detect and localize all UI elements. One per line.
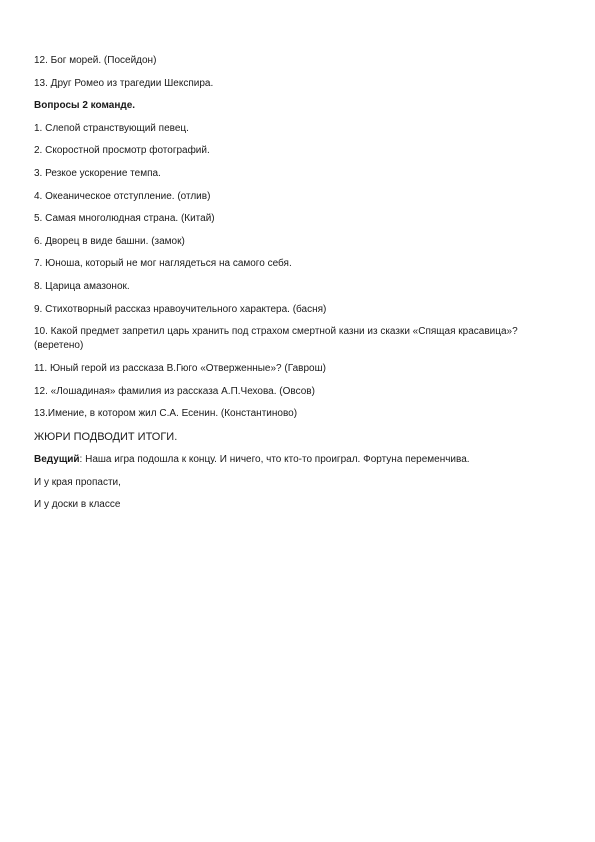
question-item: 11. Юный герой из рассказа В.Гюго «Отверженные»? (Гаврош) [34, 363, 326, 375]
host-text: : Наша игра подошла к концу. И ничего, что кто-то проиграл. Фортуна переменчива. [79, 453, 470, 465]
question-item: 6. Дворец в виде башни. (замок) [34, 235, 185, 247]
question-item: 2. Скоростной просмотр фотографий. [34, 145, 210, 157]
question-item: 13.Имение, в котором жил С.А. Есенин. (Константиново) [34, 408, 298, 420]
host-label: Ведущий [34, 453, 80, 465]
section-heading: Вопросы 2 команде. [34, 100, 136, 112]
question-item: 12. «Лошадиная» фамилия из рассказа А.П.Чехова. (Овсов) [34, 385, 315, 397]
text-line: 12. Бог морей. (Посейдон) [34, 55, 157, 66]
question-item: 7. Юноша, который не мог наглядеться на самого себя. [34, 258, 292, 270]
question-item: 5. Самая многолюдная страна. (Китай) [34, 213, 215, 225]
closing-line: И у доски в классе [34, 499, 121, 511]
text-line: 13. Друг Ромео из трагедии Шекспира. [34, 77, 214, 89]
host-paragraph [34, 453, 561, 466]
question-item: 9. Стихотворный рассказ нравоучительного характера. (басня) [34, 303, 327, 315]
question-item: 1. Слепой странствующий певец. [34, 122, 189, 134]
closing-line: И у края пропасти, [34, 476, 121, 488]
question-item: 3. Резкое ускорение темпа. [34, 167, 161, 179]
jury-announcement: ЖЮРИ ПОДВОДИТ ИТОГИ. [34, 430, 178, 443]
document-page [34, 54, 561, 521]
question-item: 10. Какой предмет запретил царь хранить под страхом смертной казни из сказки «Спящая красавица»? (веретено) [34, 326, 518, 352]
question-item: 8. Царица амазонок. [34, 280, 130, 292]
question-item: 4. Океаническое отступление. (отлив) [34, 190, 211, 202]
